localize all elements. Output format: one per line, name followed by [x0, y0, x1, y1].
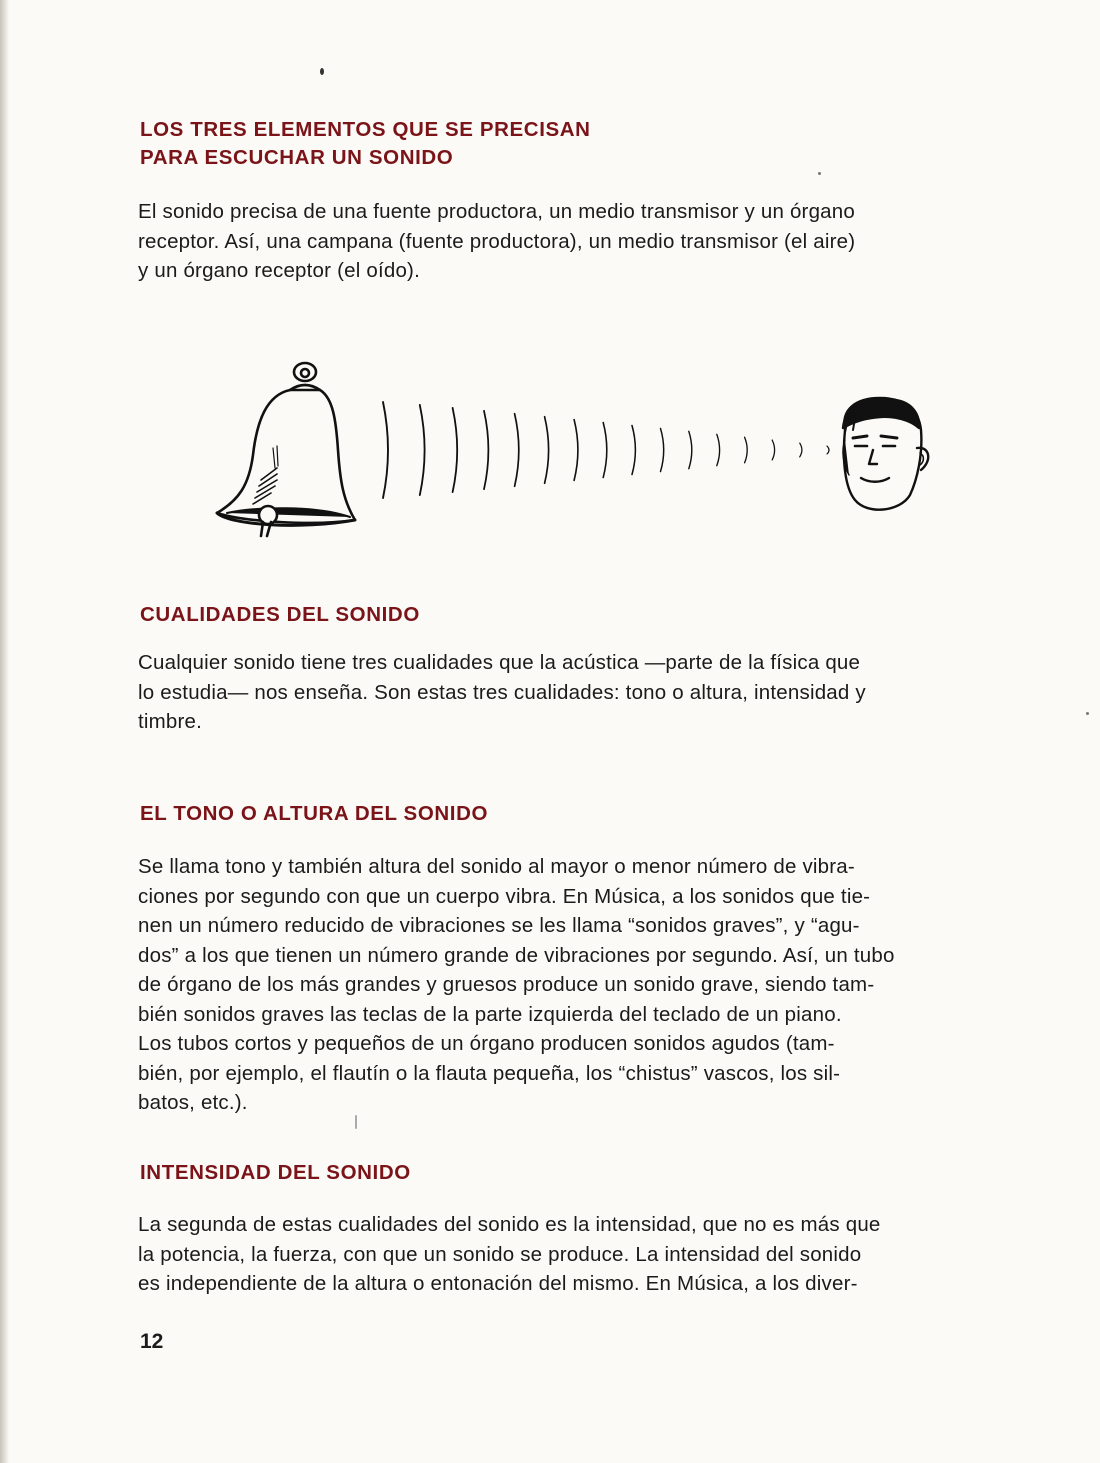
paragraph-line: bién, por ejemplo, el flautín o la flauta pequeña, los “chistus” vascos, los sil- [138, 1061, 841, 1085]
sound-wave-arc [632, 426, 635, 475]
sound-wave-arc [383, 402, 388, 498]
heading-line: LOS TRES ELEMENTOS QUE SE PRECISAN [140, 118, 591, 141]
scan-speck [818, 172, 821, 175]
paragraph-line: bién sonidos graves las teclas de la parte izquierda del teclado de un piano. [138, 1002, 842, 1026]
illustration-svg [205, 350, 955, 550]
scan-speck [1086, 712, 1089, 715]
sound-wave-arc [515, 414, 519, 487]
paragraph-line: El sonido precisa de una fuente productora, un medio transmisor y un órgano [138, 200, 855, 223]
sound-wave-arc [689, 431, 692, 468]
face-icon [843, 398, 928, 510]
heading-line: PARA ESCUCHAR UN SONIDO [140, 146, 454, 169]
sound-wave-arc [772, 440, 774, 460]
paragraph-line: de órgano de los más grandes y gruesos produce un sonido grave, siendo tam- [138, 973, 875, 996]
page-number: 12 [140, 1330, 164, 1353]
paragraph-line: nen un número reducido de vibraciones se les llama “sonidos graves”, y “agu- [138, 914, 860, 937]
bell-icon [217, 363, 355, 536]
sound-waves [383, 402, 829, 498]
bell-to-ear-illustration [205, 350, 955, 550]
sound-wave-arc [827, 446, 829, 454]
sound-wave-arc [453, 408, 458, 492]
sound-wave-arc [661, 428, 664, 471]
sound-wave-arc [420, 405, 425, 495]
paragraph-intensidad [138, 1210, 1016, 1299]
heading-tono-altura: EL TONO O ALTURA DEL SONIDO [140, 802, 489, 825]
paragraph-line: Cualquier sonido tiene tres cualidades que la acústica —parte de la física que [138, 651, 861, 674]
heading-tres-elementos [140, 116, 591, 172]
paragraph-tono-altura [138, 852, 1016, 1118]
paragraph-tres-elementos [138, 197, 1016, 286]
paragraph-line: la potencia, la fuerza, con que un sonido se produce. La intensidad del sonido [138, 1242, 862, 1266]
paragraph-cualidades [138, 648, 1016, 737]
page-binding-edge [0, 0, 9, 1463]
paragraph-line: batos, etc.). [138, 1091, 248, 1114]
sound-wave-arc [745, 437, 748, 463]
paragraph-line: timbre. [138, 710, 203, 733]
paragraph-line: Se llama tono y también altura del sonido al mayor o menor número de vibra- [138, 855, 855, 878]
scan-speck [355, 1115, 357, 1129]
paragraph-line: dos” a los que tienen un número grande de vibraciones por segundo. Así, un tubo [138, 943, 895, 967]
sound-wave-arc [574, 420, 578, 481]
sound-wave-arc [603, 423, 607, 478]
paragraph-line: y un órgano receptor (el oído). [138, 259, 420, 282]
sound-wave-arc [484, 411, 488, 489]
sound-wave-arc [545, 417, 549, 484]
paragraph-line: es independiente de la altura o entonación del mismo. En Música, a los diver- [138, 1272, 858, 1295]
paragraph-line: lo estudia— nos enseña. Son estas tres cualidades: tono o altura, intensidad y [138, 680, 866, 704]
scan-speck [320, 68, 324, 75]
heading-intensidad: INTENSIDAD DEL SONIDO [140, 1161, 411, 1184]
paragraph-line: La segunda de estas cualidades del sonido es la intensidad, que no es más que [138, 1213, 881, 1236]
sound-wave-arc [800, 443, 802, 457]
paragraph-line: receptor. Así, una campana (fuente productora), un medio transmisor (el aire) [138, 229, 856, 253]
paragraph-line: Los tubos cortos y pequeños de un órgano producen sonidos agudos (tam- [138, 1032, 835, 1055]
sound-wave-arc [717, 434, 720, 465]
paragraph-line: ciones por segundo con que un cuerpo vibra. En Música, a los sonidos que tie- [138, 884, 871, 908]
heading-cualidades: CUALIDADES DEL SONIDO [140, 603, 420, 626]
